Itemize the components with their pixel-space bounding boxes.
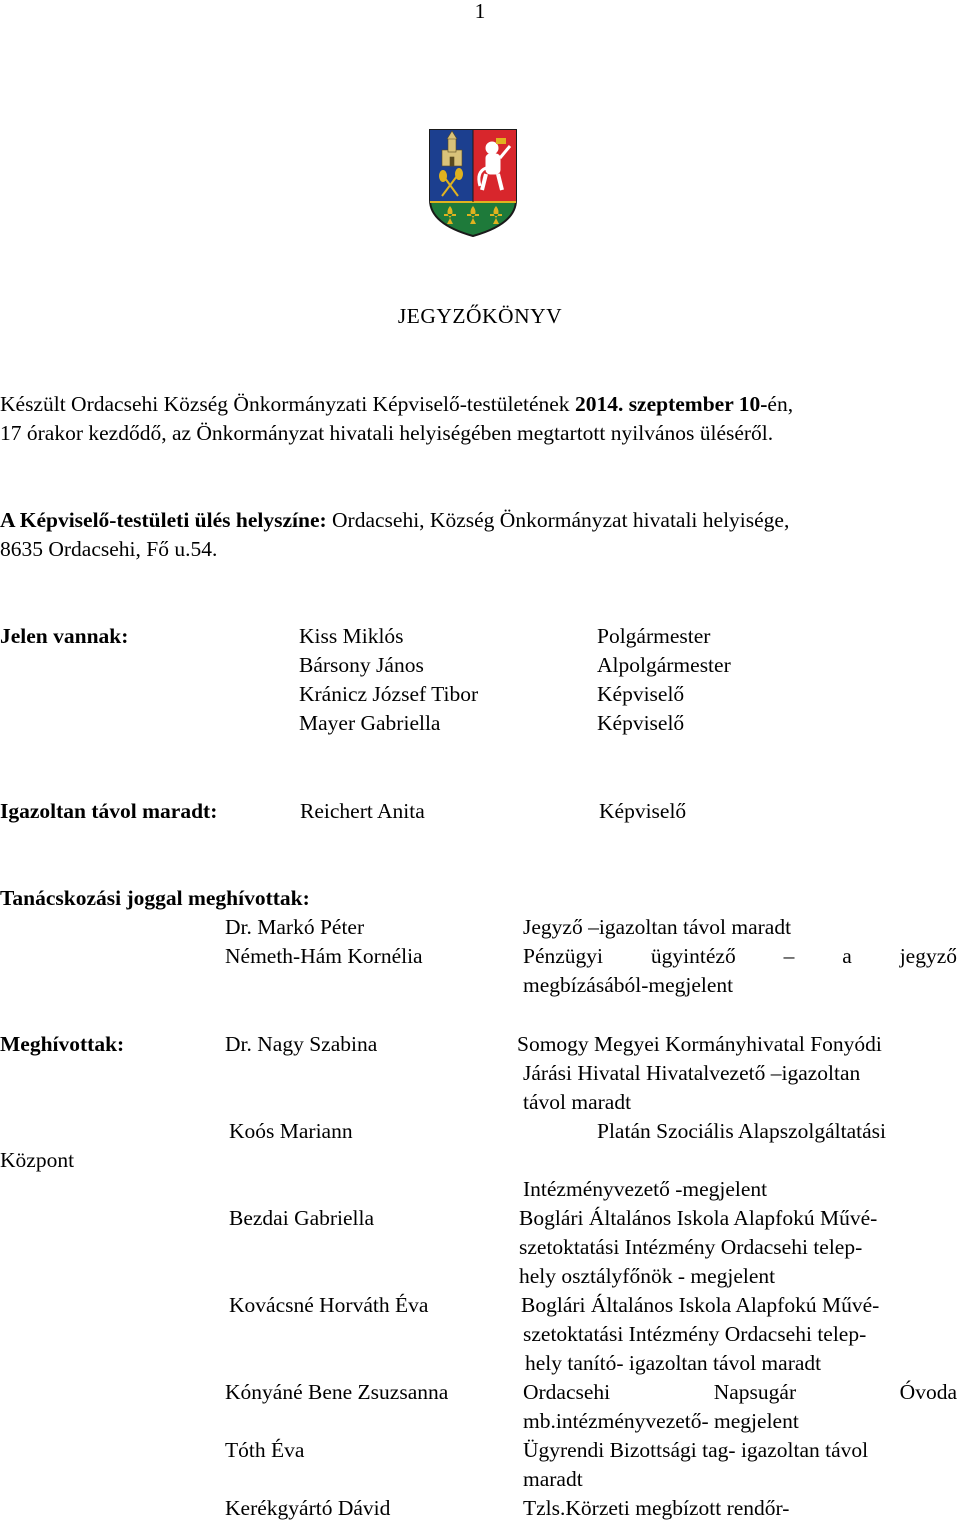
- invited-name: Kónyáné Bene Zsuzsanna: [225, 1380, 449, 1404]
- invited-role: szetoktatási Intézmény Ordacsehi telep-: [523, 1322, 867, 1346]
- present-member-role: Polgármester: [597, 624, 711, 648]
- present-member-name: Kránicz József Tibor: [299, 682, 479, 706]
- advisory-role: Jegyző –igazoltan távol maradt: [523, 915, 792, 939]
- invited-name: Kovácsné Horváth Éva: [229, 1293, 429, 1317]
- invited-role: szetoktatási Intézmény Ordacsehi telep-: [519, 1235, 863, 1259]
- invited-label: Meghívottak:: [0, 1032, 125, 1056]
- present-member-name: Bársony János: [299, 653, 424, 677]
- absent-role: Képviselő: [599, 799, 687, 823]
- intro-text-end: én,: [767, 392, 794, 416]
- advisory-name: Dr. Markó Péter: [225, 915, 365, 939]
- present-label: Jelen vannak:: [0, 624, 129, 648]
- page-number: 1: [474, 0, 486, 23]
- invited-name: Koós Mariann: [229, 1119, 353, 1143]
- intro-date: 2014. szeptember 10-: [574, 392, 768, 416]
- advisory-role-justified: [523, 942, 957, 971]
- invited-role: távol maradt: [523, 1090, 632, 1114]
- invited-role: Platán Szociális Alapszolgáltatási: [597, 1119, 886, 1143]
- advisory-label: Tanácskozási joggal meghívottak:: [0, 886, 310, 910]
- invited-name: Tóth Éva: [225, 1438, 305, 1462]
- present-member-name: Kiss Miklós: [299, 624, 404, 648]
- absent-label: Igazoltan távol maradt:: [0, 799, 218, 823]
- document-title: JEGYZŐKÖNYV: [397, 304, 563, 328]
- intro-text: Készült Ordacsehi Község Önkormányzati Képviselő-testületének: [0, 392, 575, 416]
- role-word: ügyintéző: [650, 944, 736, 968]
- location-line-2: 8635 Ordacsehi, Fő u.54.: [0, 537, 218, 561]
- intro-line-1: [0, 390, 793, 419]
- intro-line-2: 17 órakor kezdődő, az Önkormányzat hivatali helyiségében megtartott nyilvános üléséről.: [0, 421, 774, 445]
- invited-role: Ügyrendi Bizottsági tag- igazoltan távol: [523, 1438, 869, 1462]
- role-word: Óvoda: [899, 1380, 957, 1404]
- invited-role: Intézményvezető -megjelent: [523, 1177, 768, 1201]
- invited-role: Tzls.Körzeti megbízott rendőr-: [523, 1496, 790, 1520]
- invited-role-justified: [523, 1378, 957, 1407]
- absent-name: Reichert Anita: [300, 799, 425, 823]
- invited-role: Boglári Általános Iskola Alapfokú Művé-: [519, 1206, 878, 1230]
- present-member-role: Képviselő: [597, 711, 685, 735]
- advisory-name: Németh-Hám Kornélia: [225, 944, 423, 968]
- role-word: jegyző: [899, 944, 957, 968]
- coat-of-arms-emblem: [428, 128, 518, 238]
- role-word: Ordacsehi: [523, 1380, 611, 1404]
- present-member-name: Mayer Gabriella: [299, 711, 441, 735]
- invited-role-wrap: Központ: [0, 1148, 75, 1172]
- invited-role: hely tanító- igazoltan távol maradt: [525, 1351, 822, 1375]
- invited-name: Kerékgyártó Dávid: [225, 1496, 391, 1520]
- location-label: A Képviselő-testületi ülés helyszíne:: [0, 508, 327, 532]
- role-word: a: [842, 944, 852, 968]
- location-line-1: [0, 506, 789, 535]
- invited-role: mb.intézményvezető- megjelent: [523, 1409, 799, 1433]
- present-member-role: Alpolgármester: [597, 653, 731, 677]
- invited-role: Boglári Általános Iskola Alapfokú Művé-: [521, 1293, 880, 1317]
- invited-role: Járási Hivatal Hivatalvezető –igazoltan: [523, 1061, 861, 1085]
- location-value: Ordacsehi, Község Önkormányzat hivatali helyisége,: [326, 508, 790, 532]
- present-member-role: Képviselő: [597, 682, 685, 706]
- invited-role: hely osztályfőnök - megjelent: [519, 1264, 776, 1288]
- invited-role: Somogy Megyei Kormányhivatal Fonyódi: [517, 1032, 882, 1056]
- role-word: Napsugár: [713, 1380, 797, 1404]
- invited-name: Dr. Nagy Szabina: [225, 1032, 378, 1056]
- role-word: Pénzügyi: [523, 944, 604, 968]
- invited-name: Bezdai Gabriella: [229, 1206, 375, 1230]
- advisory-role-line2: megbízásából-megjelent: [523, 973, 734, 997]
- invited-role: maradt: [523, 1467, 583, 1491]
- role-word: –: [783, 944, 795, 968]
